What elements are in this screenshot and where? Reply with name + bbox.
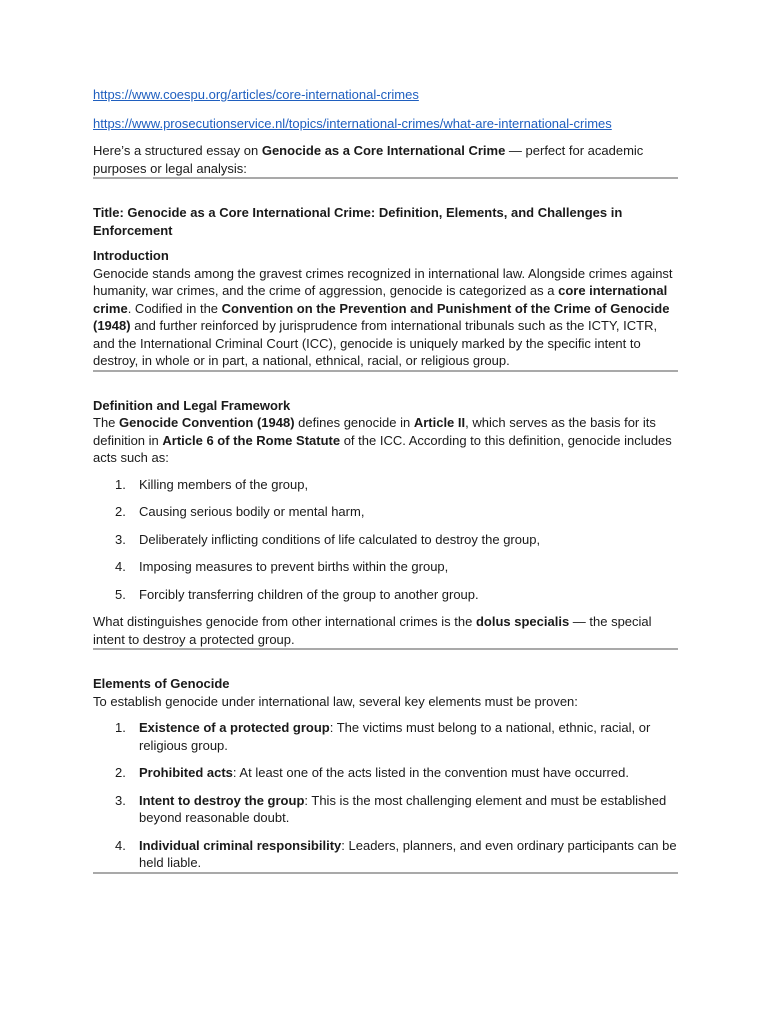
genocide-elements-list — [93, 719, 678, 872]
dolus-specialis-paragraph: What distinguishes genocide from other international crimes is the dolus specialis — the special intent to destroy a protected group. — [93, 614, 652, 647]
source-link-prosecution-service[interactable]: https://www.prosecutionservice.nl/topics/international-crimes/what-are-international-crimes — [93, 115, 612, 131]
source-link-coespu[interactable]: https://www.coespu.org/articles/core-international-crimes — [93, 87, 419, 102]
list-item: 1. Existence of a protected group: The victims must belong to a national, ethnic, racial, or religious group. — [115, 720, 651, 753]
introduction-paragraph: Genocide stands among the gravest crimes recognized in international law. Alongside crimes against humanity, war crimes, and the crime of aggression, genocide is categorized as a core international crime. Codified in the Convention on the Prevention and Punishment of the Crime of Genocide (1948) and further reinforced by jurisprudence from international tribunals such as the ICTY, ICTR, and the International Criminal Court (ICC), genocide is uniquely marked by the specific intent to destroy, in whole or in part, a national, ethnical, racial, or religious group. — [93, 265, 673, 368]
introduction-heading: Introduction — [93, 248, 169, 263]
document-page — [93, 86, 678, 874]
section-divider — [93, 872, 678, 874]
definition-paragraph: The Genocide Convention (1948) defines genocide in Article II, which serves as the basis for its definition in Article 6 of the Rome Statute of the ICC. According to this definition, genocide includes acts such as: — [93, 415, 672, 465]
section-divider — [93, 177, 678, 179]
list-item: 2. Causing serious bodily or mental harm, — [115, 504, 365, 519]
list-item: 4. Imposing measures to prevent births within the group, — [115, 559, 449, 574]
list-item: 4. Individual criminal responsibility: Leaders, planners, and even ordinary participants can be held liable. — [115, 837, 677, 870]
elements-lead: To establish genocide under international law, several key elements must be proven: — [93, 693, 578, 709]
list-item: 3. Deliberately inflicting conditions of life calculated to destroy the group, — [115, 531, 541, 547]
genocide-acts-list — [93, 476, 678, 604]
section-divider — [93, 370, 678, 372]
list-item: 3. Intent to destroy the group: This is the most challenging element and must be established beyond reasonable doubt. — [115, 792, 667, 825]
list-item: 2. Prohibited acts: At least one of the acts listed in the convention must have occurred. — [115, 765, 629, 780]
definition-heading: Definition and Legal Framework — [93, 397, 291, 413]
list-item: 1. Killing members of the group, — [115, 476, 309, 492]
list-item: 5. Forcibly transferring children of the group to another group. — [115, 586, 479, 602]
intro-line: Here’s a structured essay on Genocide as a Core International Crime — perfect for academic purposes or legal analysis: — [93, 143, 644, 176]
essay-title: Title: Genocide as a Core International Crime: Definition, Elements, and Challenges in Enforcement — [93, 205, 623, 238]
section-divider — [93, 648, 678, 650]
elements-heading: Elements of Genocide — [93, 676, 230, 691]
